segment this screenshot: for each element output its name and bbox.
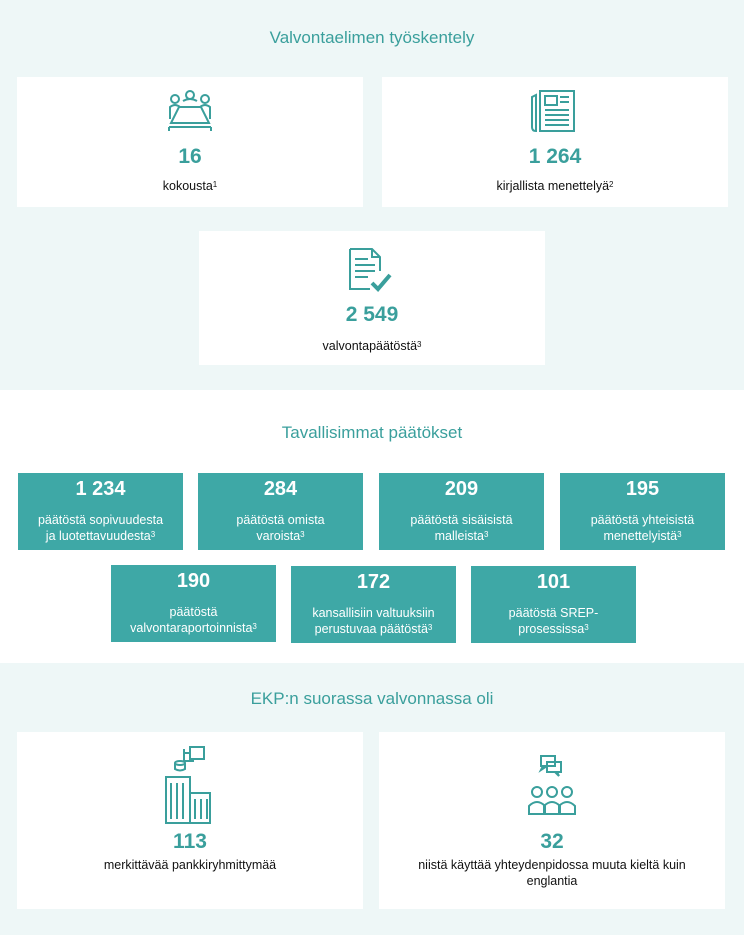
tile-label: päätöstä SREP- prosessissa$^3$	[508, 606, 599, 636]
written-procedures-value: 1 264	[528, 145, 582, 168]
tile-label: päätöstä omista varoista$^3$	[236, 513, 325, 543]
written-procedures-label: kirjallista menettelyä$^2$	[496, 179, 614, 193]
meetings-label: kokousta$^1$	[162, 179, 218, 193]
tile-label: päätöstä yhteisistä menettelyistä$^3$	[590, 513, 695, 543]
decisions-value: 2 549	[345, 303, 399, 326]
tile-value: 190	[176, 570, 211, 592]
people-speech-icon	[527, 754, 577, 820]
decision-tile	[471, 566, 636, 643]
decision-tile	[291, 566, 456, 643]
decision-tile	[198, 473, 363, 550]
decision-tile	[18, 473, 183, 550]
meeting-table-icon	[165, 89, 215, 133]
meetings-card	[17, 77, 363, 207]
section-title: EKP:n suorassa valvonnassa oli	[250, 689, 494, 708]
tile-value: 101	[536, 571, 571, 593]
tile-value: 284	[263, 478, 298, 500]
banking-groups-value: 113	[173, 830, 207, 853]
written-procedures-card	[382, 77, 728, 207]
ecb-supervision-section	[0, 663, 744, 935]
meetings-value: 16	[178, 145, 202, 168]
decisions-card	[199, 231, 545, 365]
tile-label: päätöstä valvontaraportoinnista$^3$	[130, 605, 257, 635]
tile-value: 195	[625, 478, 660, 500]
tile-value: 209	[444, 478, 479, 500]
tile-label: päätöstä sopivuudesta ja luotettavuudesta$^3$	[37, 513, 164, 543]
languages-label: niistä käyttää yhteydenpidossa muuta kieltä kuin englantia	[418, 858, 686, 888]
documents-icon	[528, 87, 578, 135]
banking-groups-label: merkittävää pankkiryhmittymää	[103, 858, 277, 872]
tile-value: 172	[356, 571, 391, 593]
bank-buildings-icon	[162, 745, 216, 825]
decision-tile	[379, 473, 544, 550]
common-decisions-section	[0, 400, 744, 653]
board-work-section	[0, 0, 744, 390]
decision-tile	[111, 565, 276, 642]
decision-tile	[560, 473, 725, 550]
languages-value: 32	[540, 830, 564, 853]
banking-groups-card	[17, 732, 363, 909]
tile-value: 1 234	[75, 478, 126, 500]
section-title: Tavallisimmat päätökset	[281, 423, 463, 442]
section-title: Valvontaelimen työskentely	[269, 28, 475, 47]
tile-label: kansallisiin valtuuksiin perustuvaa päätöstä$^3$	[312, 606, 435, 636]
languages-card	[379, 732, 725, 909]
approved-document-icon	[346, 245, 396, 293]
decisions-label: valvontapäätöstä$^3$	[322, 339, 422, 353]
tile-label: päätöstä sisäisistä malleista$^3$	[410, 513, 513, 543]
